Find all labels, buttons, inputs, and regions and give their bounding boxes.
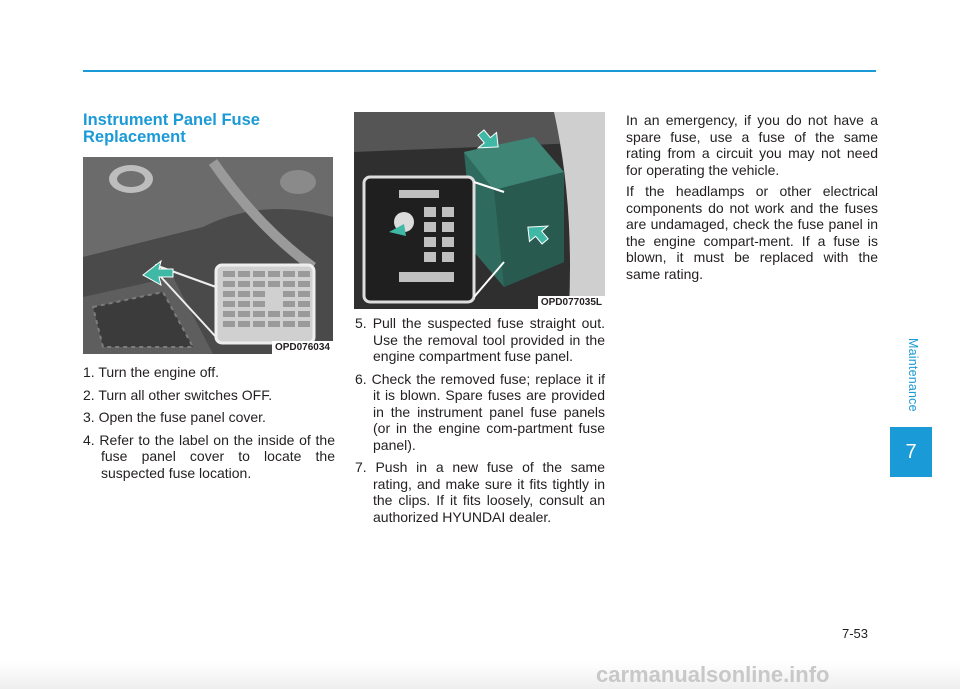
step-number: 7.: [355, 459, 367, 475]
step-number: 1.: [83, 364, 95, 380]
list-item: [355, 459, 605, 525]
step-text: Turn all other switches OFF.: [98, 386, 273, 403]
step-text: Pull the suspected fuse straight out. Use the removal tool provided in the engine compartment fuse panel.: [372, 315, 605, 364]
chapter-tab[interactable]: [890, 427, 932, 477]
step-text: Push in a new fuse of the same rating, and make sure it fits tightly in the clips. If it fits loosely, consult an authorized HYUNDAI dealer.: [373, 459, 605, 525]
step-text: Refer to the label on the inside of the fuse panel cover to locate the suspected fuse location.: [99, 431, 335, 481]
step-text: Turn the engine off.: [98, 364, 219, 380]
list-item: [83, 387, 335, 404]
step-number: 5.: [355, 315, 367, 331]
step-number: 4.: [83, 431, 95, 448]
step-number: 3.: [83, 409, 95, 425]
headlamp-paragraph: If the headlamps or other electrical components do not work and the fuses are undamaged, check the fuse panel in the engine compart-ment. If a fuse is blown, it must be replaced with the same rating.: [626, 183, 878, 282]
step-number: 2.: [83, 386, 95, 403]
list-item: [83, 364, 335, 381]
engine-compartment-illustration: [354, 112, 605, 309]
chapter-number: 7: [905, 440, 917, 463]
notes-column: [626, 112, 878, 287]
list-item: [83, 409, 335, 426]
top-rule: [83, 70, 876, 72]
list-item: [355, 371, 605, 454]
instrument-panel-fuse-figure: [83, 157, 333, 354]
steps-list-a: [83, 364, 335, 487]
step-text: Check the removed fuse; replace it if it is blown. Spare fuses are provided in the instrument panel fuse panels (or in the engine com-partment fuse panel).: [371, 370, 605, 453]
instrument-panel-illustration: [83, 157, 333, 354]
step-text: Open the fuse panel cover.: [98, 409, 266, 425]
list-item: [83, 432, 335, 482]
step-number: 6.: [355, 370, 367, 387]
steps-list-b: [355, 315, 605, 531]
section-heading: Instrument Panel Fuse Replacement: [83, 111, 260, 146]
watermark-bar: [0, 662, 960, 689]
watermark-text: carmanualsonline.info: [596, 662, 830, 687]
figure-code-label: OPD076034: [272, 341, 333, 354]
emergency-paragraph: In an emergency, if you do not have a spare fuse, use a fuse of the same rating from a circuit you may not need for operating the vehicle.: [626, 112, 878, 178]
list-item: [355, 315, 605, 365]
figure-code-label: OPD077035L: [538, 296, 605, 309]
page-number: 7-53: [842, 626, 869, 641]
engine-compartment-fuse-figure: [354, 112, 605, 309]
chapter-name: Maintenance: [906, 338, 920, 412]
